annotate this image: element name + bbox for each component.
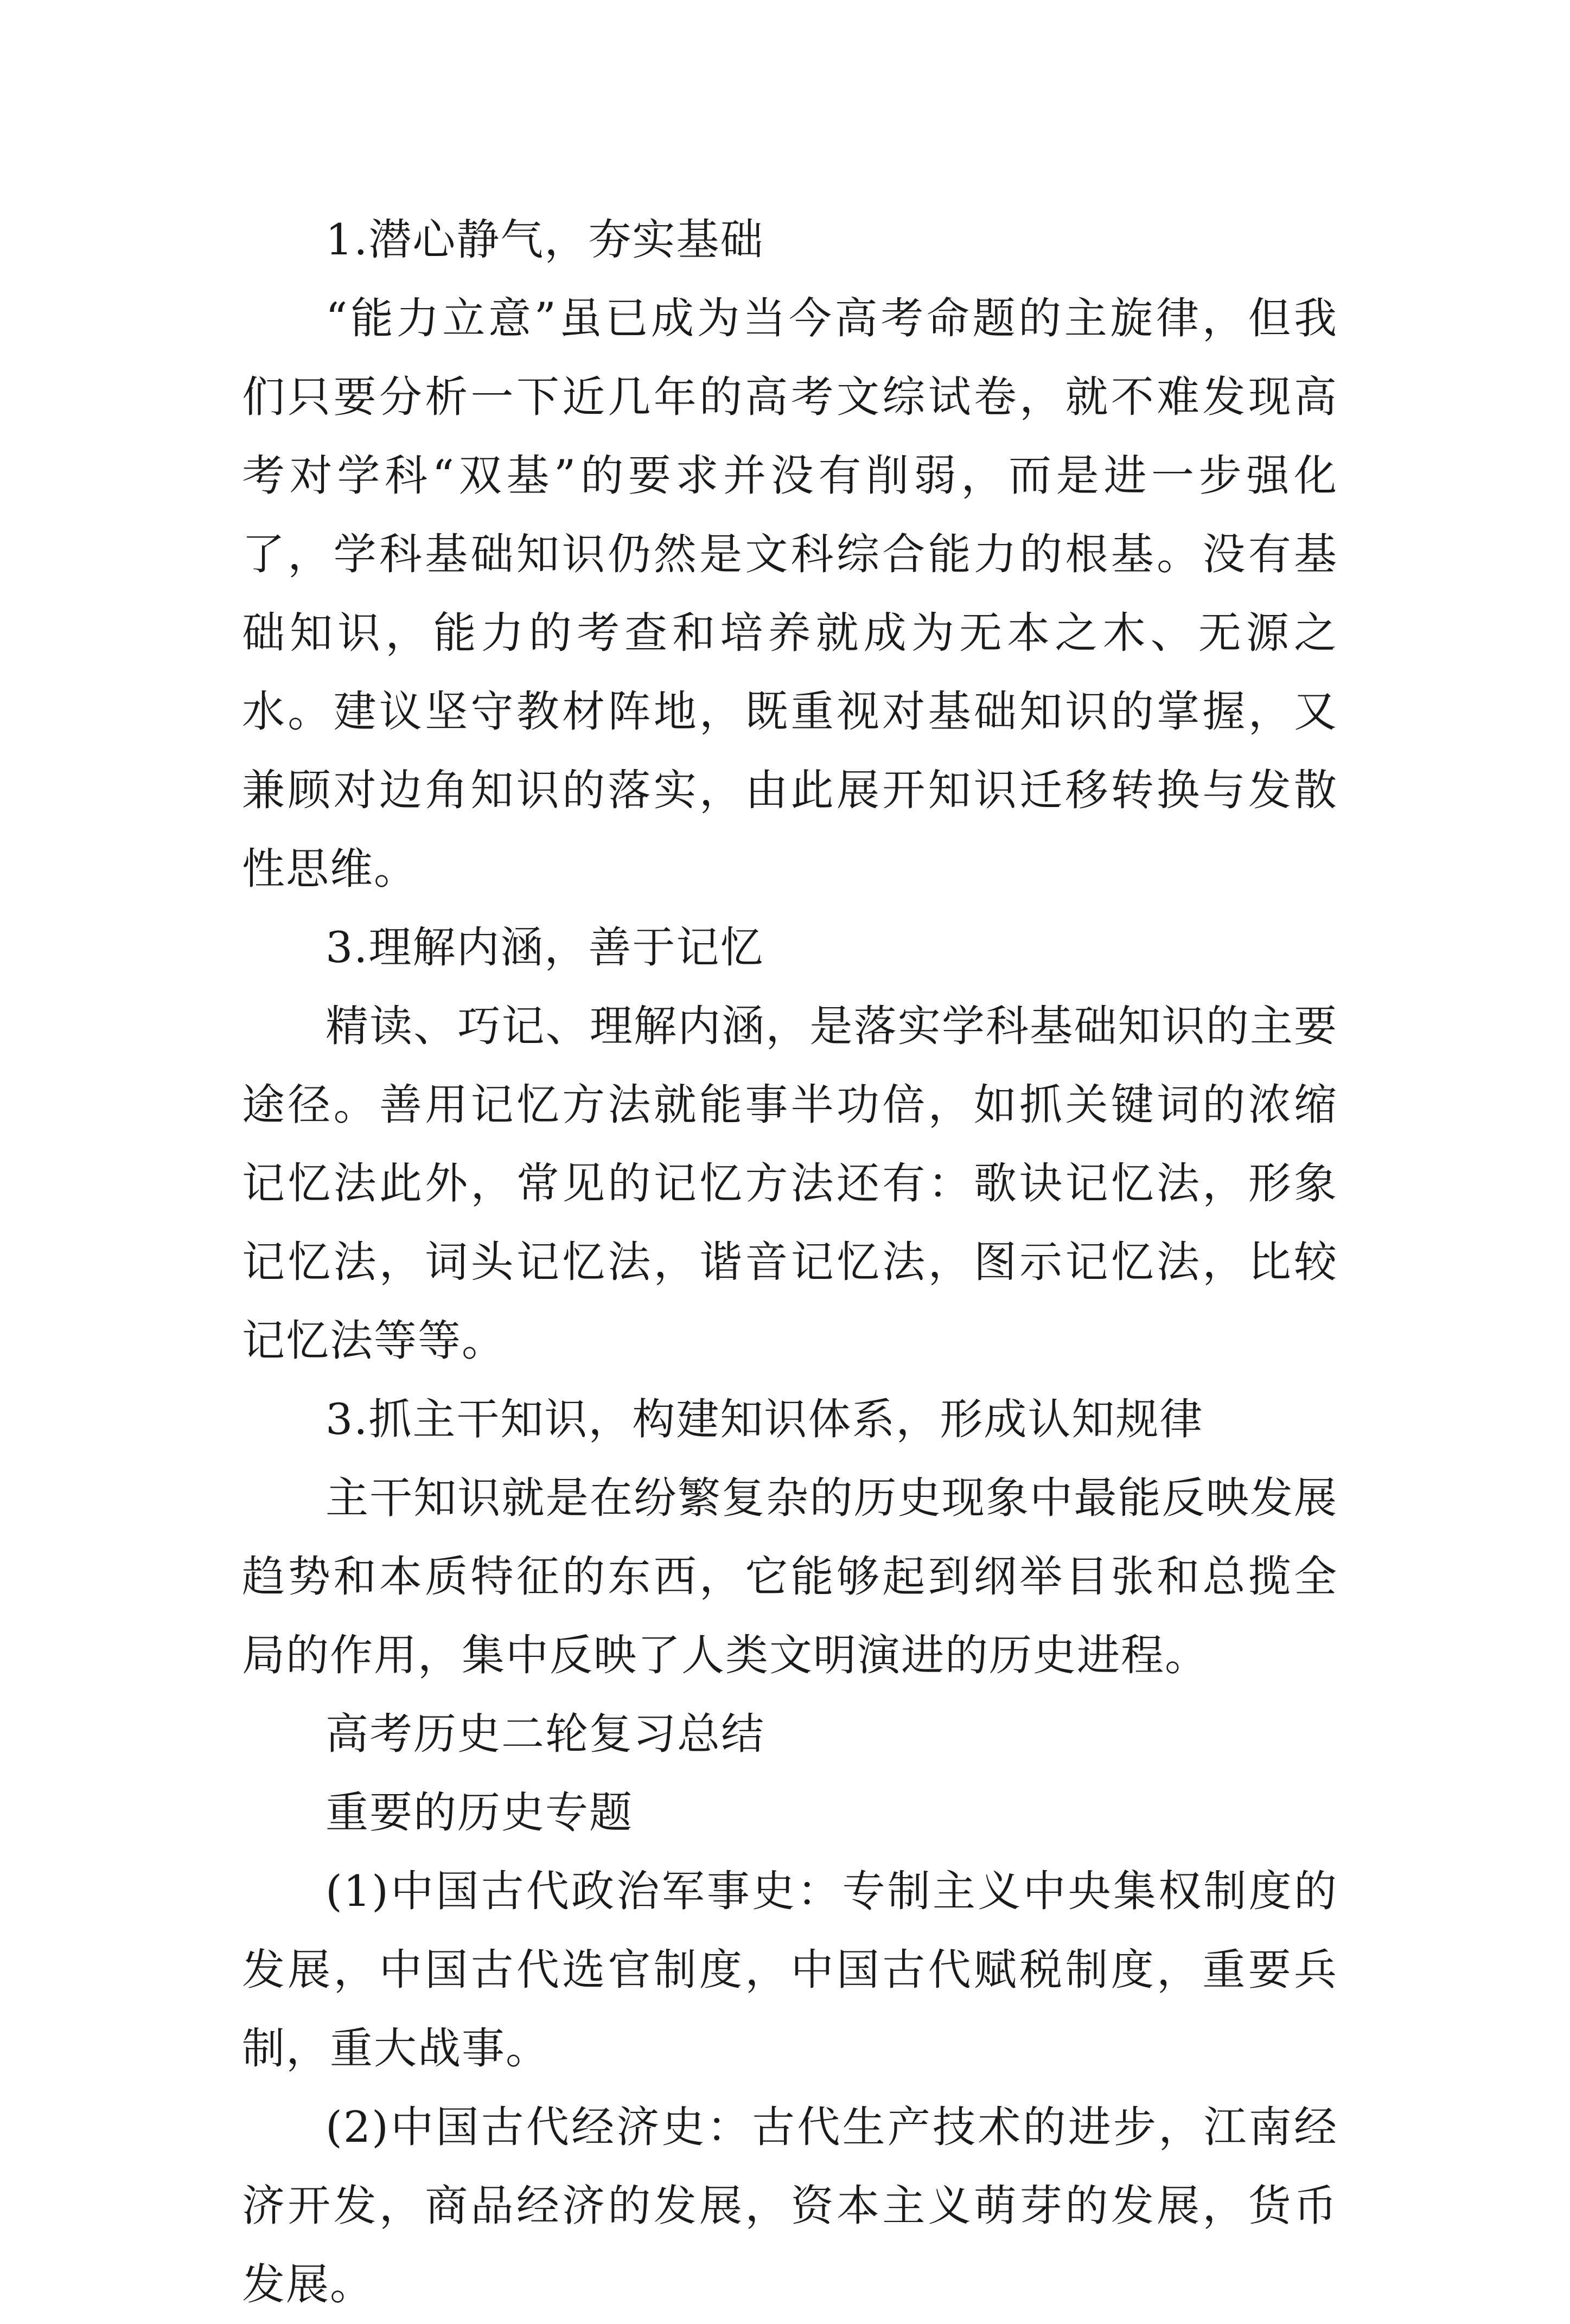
section-heading-consolidate-basics: 1.潜心静气，夯实基础 <box>326 215 764 265</box>
paragraph-basic-knowledge: “能力立意”虽已成为当今高考命题的主旋律，但我们只要分析一下近几年的高考文综试卷，就不难发现高考对学科“双基”的要求并没有削弱，而是进一步强化了，学科基础知识仍然是文科综合能力的根基。没有基础知识，能力的考查和培养就成为无本之木、无源之水。建议坚守教材阵地，既重视对基础知识的掌握，又兼顾对边角知识的落实，由此展开知识迁移转换与发散性思维。 <box>242 293 1338 894</box>
paragraph-core-knowledge: 主干知识就是在纷繁复杂的历史现象中最能反映发展趋势和本质特征的东西，它能够起到纲举目张和总揽全局的作用，集中反映了人类文明演进的历史进程。 <box>242 1473 1338 1680</box>
paragraph-topic-economic: (2)中国古代经济史：古代生产技术的进步，江南经济开发，商品经济的发展，资本主义萌芽的发展，货币发展。 <box>242 2102 1338 2309</box>
section-heading-core-knowledge: 3.抓主干知识，构建知识体系，形成认知规律 <box>326 1394 1204 1444</box>
document-body <box>242 201 1338 2324</box>
paragraph-memory-methods: 精读、巧记、理解内涵，是落实学科基础知识的主要途径。善用记忆方法就能事半功倍，如抓关键词的浓缩记忆法此外，常见的记忆方法还有：歌诀记忆法，形象记忆法，词头记忆法，谐音记忆法，图示记忆法，比较记忆法等等。 <box>242 1001 1338 1366</box>
section-heading-review-summary: 高考历史二轮复习总结 <box>326 1709 765 1759</box>
section-heading-understand-memorize: 3.理解内涵，善于记忆 <box>326 923 764 972</box>
paragraph-topic-political-military: (1)中国古代政治军事史：专制主义中央集权制度的发展，中国古代选官制度，中国古代赋税制度，重要兵制，重大战事。 <box>242 1866 1338 2073</box>
section-heading-history-topics: 重要的历史专题 <box>326 1788 633 1838</box>
